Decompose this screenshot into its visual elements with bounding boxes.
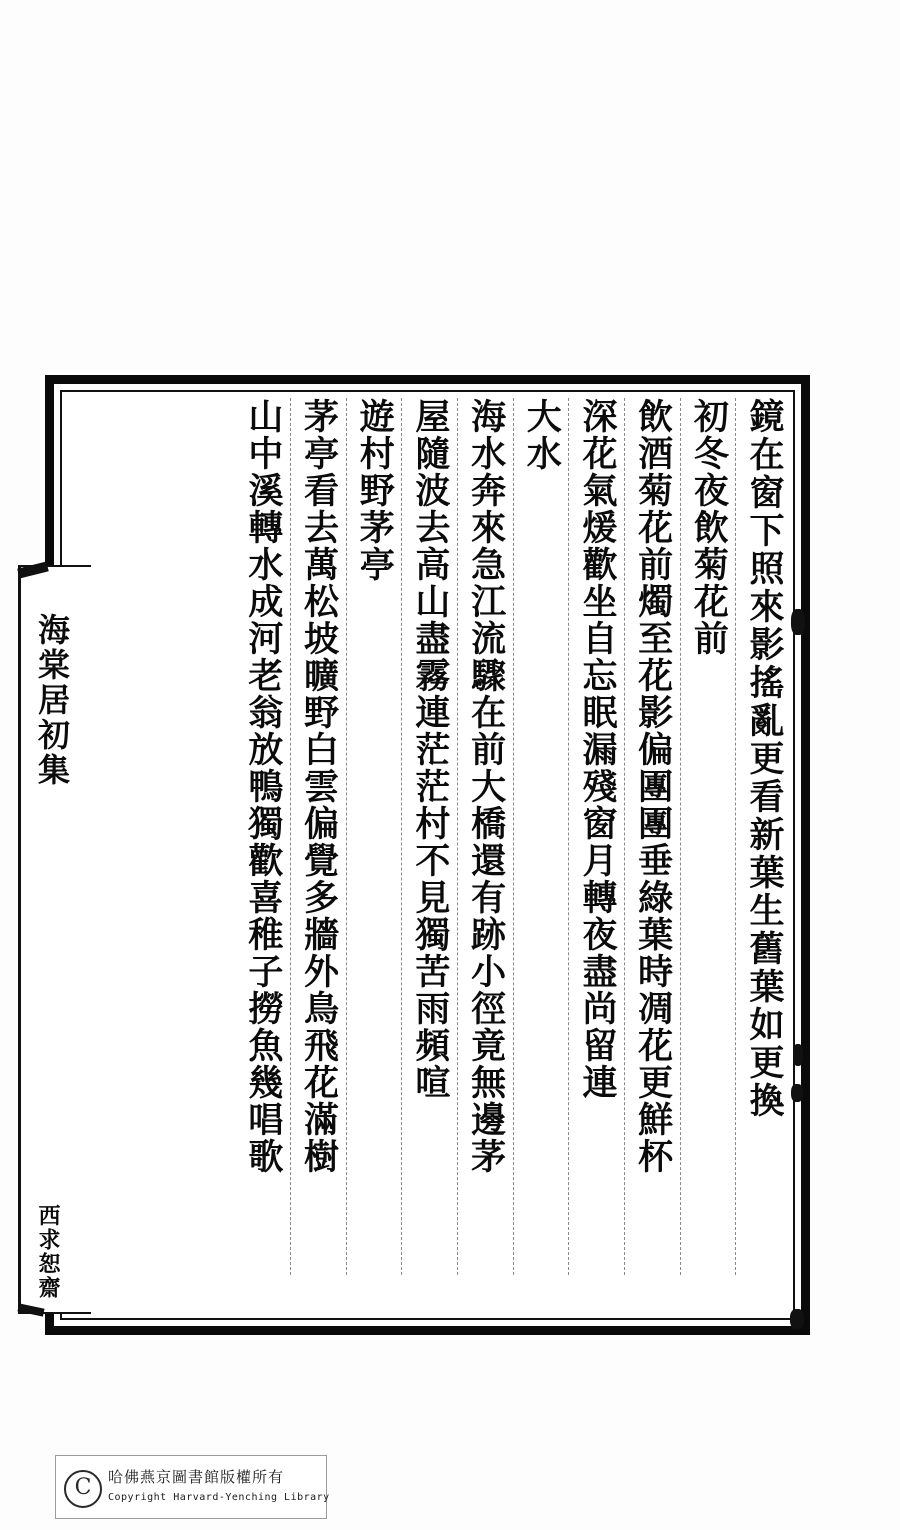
- text-column-3: 飲酒菊花前燭至花影偏團團垂綠葉時凋花更鮮杯: [632, 398, 674, 1175]
- flap-corner-mark: [17, 1303, 44, 1316]
- spine-title: 海棠居初集: [33, 613, 71, 788]
- text-column-group: [68, 398, 787, 1312]
- text-column-4: 深花氣煖歡坐自忘眠漏殘窗月轉夜盡尚留連: [576, 398, 618, 1101]
- text-column-2: 初冬夜飲菊花前: [688, 398, 730, 657]
- text-column-6: 海水奔來急江流驟在前大橋還有跡小徑竟無邊茅: [465, 398, 507, 1175]
- column-rule: [568, 398, 569, 1275]
- copyright-icon: C: [64, 1470, 102, 1508]
- column-rule: [346, 398, 347, 1275]
- column-rule: [457, 398, 458, 1275]
- edge-ink-mark: [790, 1309, 804, 1329]
- edge-ink-mark: [791, 1084, 803, 1102]
- text-column-10: 山中溪轉水成河老翁放鴨獨歡喜稚子撈魚幾唱歌: [242, 398, 284, 1175]
- stamp-chinese-text: 哈佛燕京圖書館版權所有: [108, 1468, 285, 1486]
- edge-ink-mark: [793, 1044, 803, 1066]
- column-rule: [401, 398, 402, 1275]
- column-rule: [513, 398, 514, 1275]
- page-frame: [45, 375, 810, 1335]
- text-column-7: 屋隨波去高山盡霧連茫茫村不見獨苦雨頻喧: [409, 398, 451, 1101]
- column-rule: [290, 398, 291, 1275]
- text-column-8: 遊村野茅亭: [354, 398, 396, 583]
- edge-ink-mark: [791, 609, 805, 635]
- column-rule: [624, 398, 625, 1275]
- text-column-9: 茅亭看去萬松坡曠野白雲偏覺多牆外鳥飛花滿樹: [298, 398, 340, 1175]
- library-copyright-stamp: [55, 1455, 330, 1519]
- spine-imprint: 西求恕齋: [35, 1204, 61, 1300]
- text-column-5: 大水: [521, 398, 563, 472]
- text-column-1: 鏡在窗下照來影搖亂更看新葉生舊葉如更換: [744, 398, 785, 1120]
- column-rule: [680, 398, 681, 1275]
- column-rule: [735, 398, 736, 1275]
- flap-corner-mark: [17, 562, 49, 579]
- stamp-english-text: Copyright Harvard-Yenching Library: [108, 1492, 330, 1503]
- spine-flap: [18, 565, 91, 1314]
